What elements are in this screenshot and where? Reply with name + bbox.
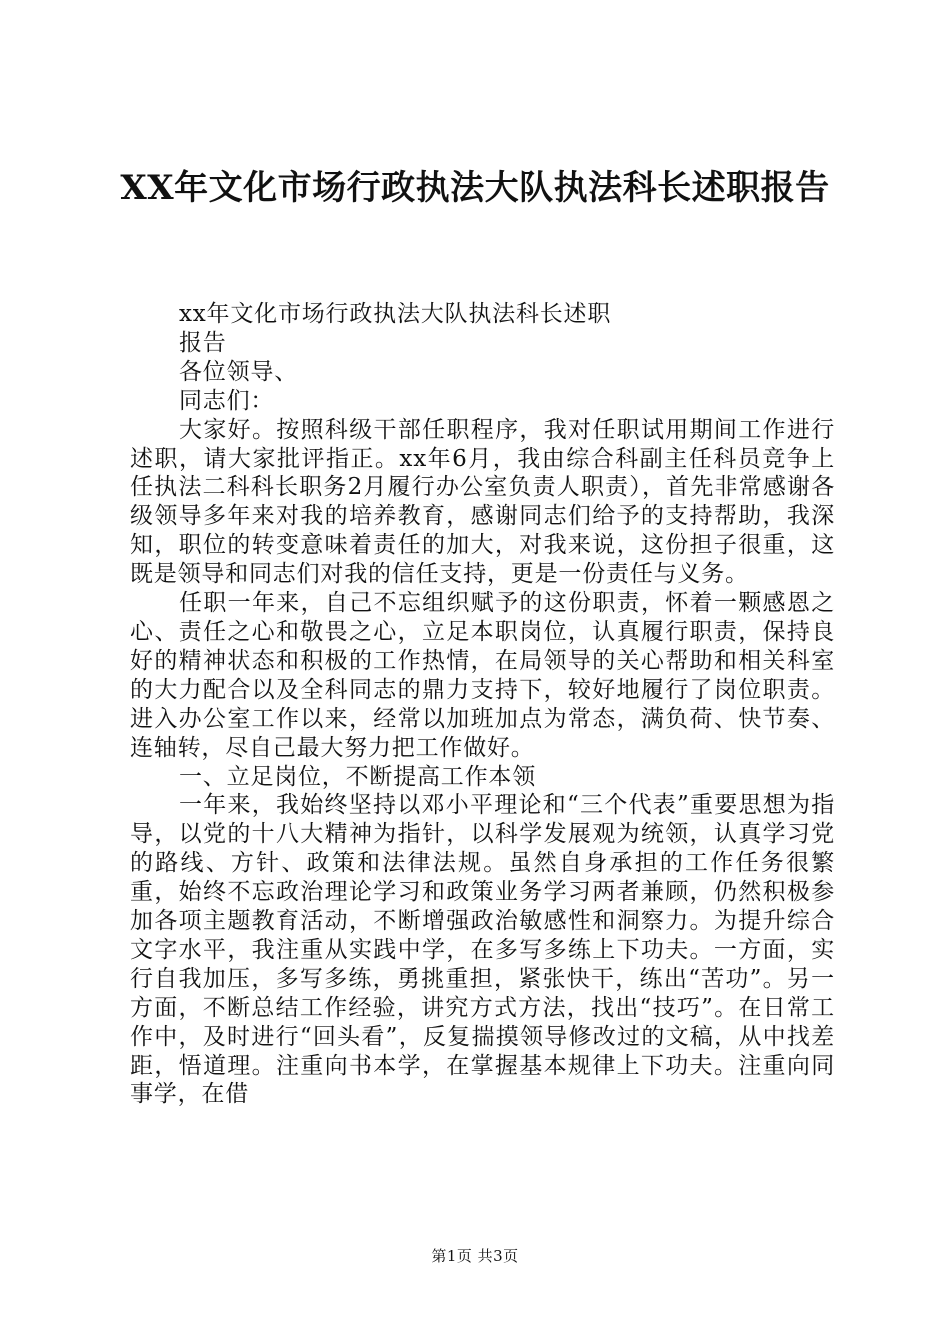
paragraph-greeting: 大家好。按照科级干部任职程序，我对任职试用期间工作进行述职，请大家批评指正。xx年6月，我由综合科副主任科员竞争上任执法二科科长职务2月履行办公室负责人职责），首先非常感谢各级领导多年来对我的培养教育，感谢同志们给予的支持帮助，我深知，职位的转变意味着责任的加大，对我来说，这份担子很重，这既是领导和同志们对我的信任支持，更是一份责任与义务。 [130,416,835,588]
document-body [130,300,835,1109]
document-title: XX年文化市场行政执法大队执法科长述职报告 [120,168,830,208]
paragraph-one-year: 任职一年来，自己不忘组织赋予的这份职责，怀着一颗感恩之心、责任之心和敬畏之心，立足本职岗位，认真履行职责，保持良好的精神状态和积极的工作热情，在局领导的关心帮助和相关科室的大力配合以及全科同志的鼎力支持下，较好地履行了岗位职责。进入办公室工作以来，经常以加班加点为常态，满负荷、快节奏、连轴转，尽自己最大努力把工作做好。 [130,590,835,761]
salutation-leaders: 各位领导、 [179,358,298,385]
subtitle-line-1: xx年文化市场行政执法大队执法科长述职 [179,301,612,327]
salutation-comrades: 同志们： [179,387,275,414]
page-footer: 第1页 共3页 [431,1247,519,1265]
subtitle-line-2: 报告 [179,329,227,356]
section-paragraph: 一年来，我始终坚持以邓小平理论和“三个代表”重要思想为指导，以党的十八大精神为指针，以科学发展观为统领，认真学习党的路线、方针、政策和法律法规。虽然自身承担的工作任务很繁重，始终不忘政治理论学习和政策业务学习两者兼顾，仍然积极参加各项主题教育活动，不断增强政治敏感性和洞察力。为提升综合文字水平，我注重从实践中学，在多写多练上下功夫。一方面，实行自我加压，多写多练，勇挑重担，紧张快干，练出“苦功”。另一方面，不断总结工作经验，讲究方式方法，找出“技巧”。在日常工作中，及时进行“回头看”，反复揣摸领导修改过的文稿，从中找差距，悟道理。注重向书本学，在掌握基本规律上下功夫。注重向同事学，在借 [130,792,835,1108]
section-heading: 一、立足岗位，不断提高工作本领 [179,763,536,790]
